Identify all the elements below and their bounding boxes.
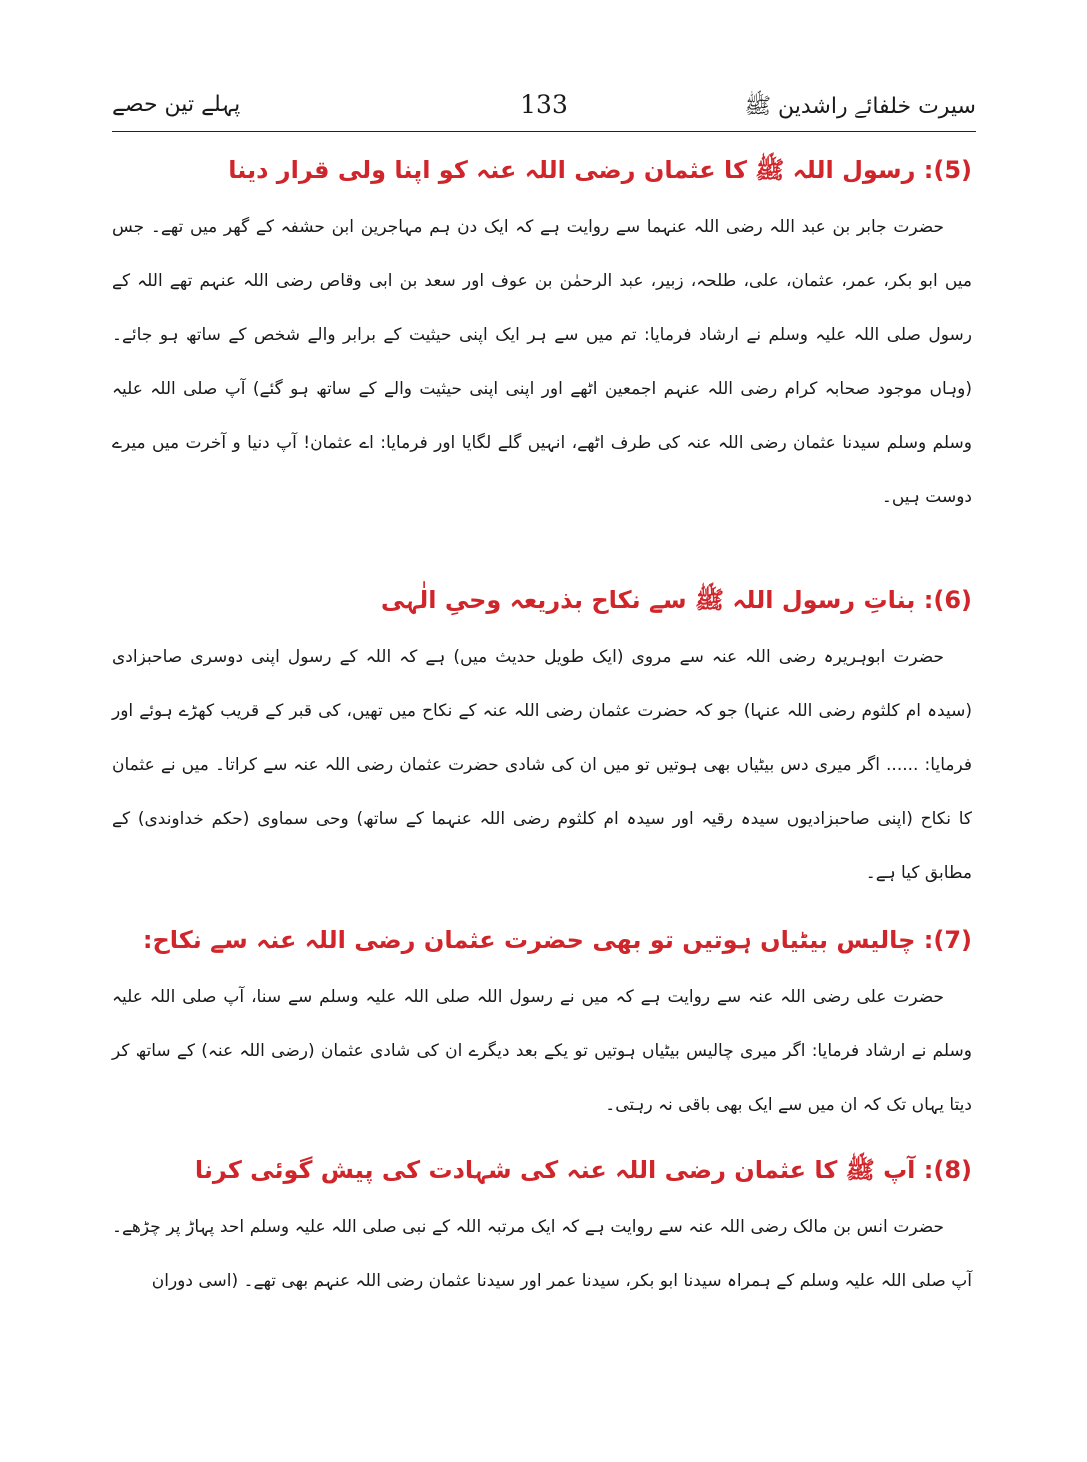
section-paragraph-6: حضرت ابوہریرہ رضی اللہ عنہ سے مروی (ایک طویل حدیث میں) ہے کہ اللہ کے رسول اپنی دوسری صاحبزادی (سیدہ ام کلثوم رضی اللہ عنہا) جو کہ حضرت عثمان رضی اللہ عنہ کے نکاح میں تھیں، کی قبر کے قریب کھڑے ہوئے اور فرمایا: ...... اگر میری دس بیٹیاں بھی ہوتیں تو میں ان کی شادی حضرت عثمان رضی اللہ عنہ سے کراتا۔ میں نے عثمان کا نکاح (اپنی صاحبزادیوں سیدہ رقیہ اور سیدہ ام کلثوم رضی اللہ عنہما کے ساتھ) وحی سماوی (حکم خداوندی) کے مطابق کیا ہے۔ xyxy=(112,647,972,883)
section-heading-7: (7): چالیس بیٹیاں ہوتیں تو بھی حضرت عثمان رضی اللہ عنہ سے نکاح: xyxy=(142,926,972,954)
header-divider xyxy=(112,131,976,132)
page-number: 133 xyxy=(520,90,568,119)
header-book-title: سیرت خلفائے راشدین ﷺ xyxy=(744,94,976,119)
section-heading-8: (8): آپ ﷺ کا عثمان رضی اللہ عنہ کی شہادت کی پیش گوئی کرنا xyxy=(194,1156,972,1184)
section-heading-5: (5): رسول اللہ ﷺ کا عثمان رضی اللہ عنہ کو اپنا ولی قرار دینا xyxy=(228,156,972,184)
header-section-label: پہلے تین حصے xyxy=(112,92,241,117)
page-content xyxy=(112,140,972,1320)
section-paragraph-7: حضرت علی رضی اللہ عنہ سے روایت ہے کہ میں نے رسول اللہ صلی اللہ علیہ وسلم سے سنا، آپ صلی اللہ علیہ وسلم نے ارشاد فرمایا: اگر میری چالیس بیٹیاں ہوتیں تو یکے بعد دیگرے ان کی شادی عثمان (رضی اللہ عنہ) کے ساتھ کر دیتا یہاں تک کہ ان میں سے ایک بھی باقی نہ رہتی۔ xyxy=(112,987,972,1115)
section-heading-6: (6): بناتِ رسول اللہ ﷺ سے نکاح بذریعہ وحیِ الٰہی xyxy=(380,586,972,614)
section-paragraph-8: حضرت انس بن مالک رضی اللہ عنہ سے روایت ہے کہ ایک مرتبہ اللہ کے نبی صلی اللہ علیہ وسلم احد پہاڑ پر چڑھے۔ آپ صلی اللہ علیہ وسلم کے ہمراہ سیدنا ابو بکر، سیدنا عمر اور سیدنا عثمان رضی اللہ عنہم بھی تھے۔ (اسی دوران xyxy=(112,1217,972,1291)
section-paragraph-5: حضرت جابر بن عبد اللہ رضی اللہ عنہما سے روایت ہے کہ ایک دن ہم مہاجرین ابن حشفہ کے گھر میں تھے۔ جس میں ابو بکر، عمر، عثمان، علی، طلحہ، زبیر، عبد الرحمٰن بن عوف اور سعد بن ابی وقاص رضی اللہ عنہم تھے اللہ کے رسول صلی اللہ علیہ وسلم نے ارشاد فرمایا: تم میں سے ہر ایک اپنی حیثیت کے برابر والے شخص کے ساتھ ہو جائے۔ (وہاں موجود صحابہ کرام رضی اللہ عنہم اجمعین اٹھے اور اپنی اپنی حیثیت والے کے ساتھ ہو گئے) آپ صلی اللہ علیہ وسلم وسلم سیدنا عثمان رضی اللہ عنہ کی طرف اٹھے، انہیں گلے لگایا اور فرمایا: اے عثمان! آپ دنیا و آخرت میں میرے دوست ہیں۔ xyxy=(112,217,972,507)
page-header xyxy=(112,88,976,128)
